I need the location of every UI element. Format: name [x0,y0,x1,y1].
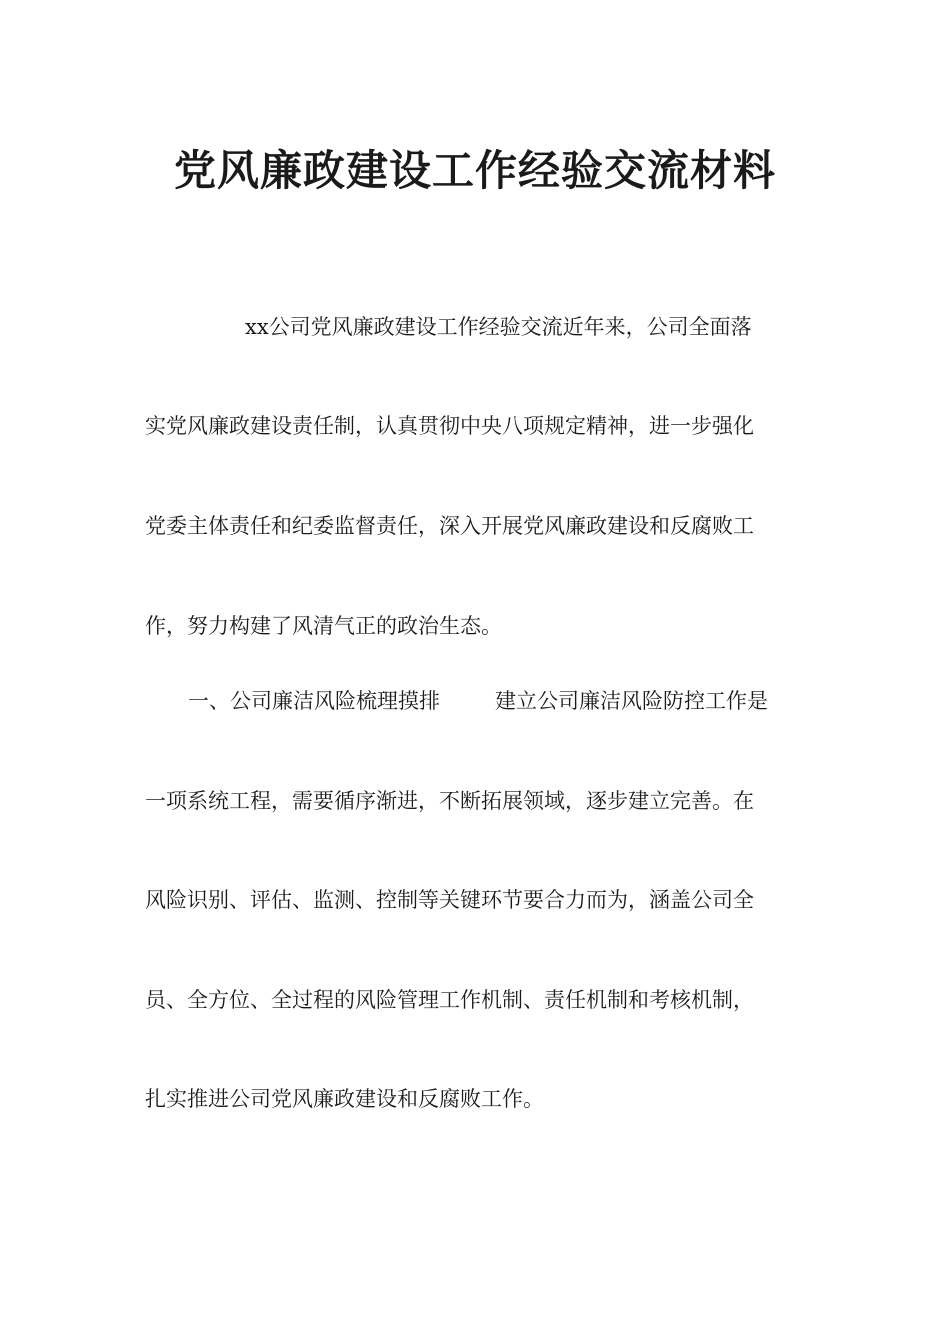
section-heading-line [188,686,768,716]
document-title: 党风廉政建设工作经验交流材料 [173,146,776,195]
section-heading: 一、公司廉洁风险梳理摸排 [188,689,440,713]
section-body-start: 建立公司廉洁风险防控工作是 [495,689,768,713]
paragraph-line-7: 风险识别、评估、监测、控制等关键环节要合力而为，涵盖公司全 [145,888,754,912]
paragraph-line-8: 员、全方位、全过程的风险管理工作机制、责任机制和考核机制， [145,988,754,1012]
paragraph-line-3: 党委主体责任和纪委监督责任，深入开展党风廉政建设和反腐败工 [145,514,754,538]
paragraph-line-9: 扎实推进公司党风廉政建设和反腐败工作。 [145,1087,544,1111]
paragraph-line-6: 一项系统工程，需要循序渐进，不断拓展领域，逐步建立完善。在 [145,789,754,813]
paragraph-line-1: xx公司党风廉政建设工作经验交流近年来，公司全面落 [245,315,752,339]
paragraph-line-4: 作，努力构建了风清气正的政治生态。 [145,614,502,638]
paragraph-line-2: 实党风廉政建设责任制，认真贯彻中央八项规定精神，进一步强化 [145,414,754,438]
